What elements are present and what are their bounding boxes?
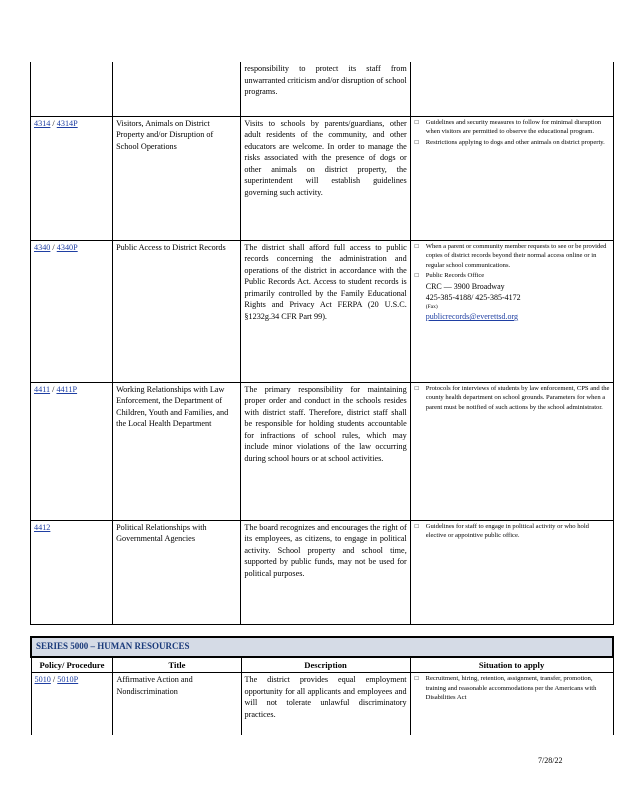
checkbox-bullet-icon: □ xyxy=(414,138,419,146)
situation-cell xyxy=(410,673,613,735)
footer-date: 7/28/22 xyxy=(538,756,563,765)
policy-link[interactable]: 4411 xyxy=(34,384,51,394)
checkbox-bullet-icon: □ xyxy=(414,118,419,126)
procedure-link[interactable]: 4314P xyxy=(56,118,78,128)
procedure-link[interactable]: 4411P xyxy=(56,384,78,394)
title-cell xyxy=(113,62,241,116)
checkbox-bullet-icon: □ xyxy=(414,675,419,683)
policy-cell xyxy=(31,520,113,624)
situation-item: □ Recruitment, hiring, retention, assignment, transfer, promotion, training and reasonable accommodations per the Americans with Disabilities Act xyxy=(414,675,597,702)
table-row xyxy=(31,673,613,735)
table-row xyxy=(31,382,614,520)
checkbox-bullet-icon: □ xyxy=(414,272,419,280)
title-cell: Affirmative Action and Nondiscrimination xyxy=(113,673,241,735)
title-cell: Public Access to District Records xyxy=(113,240,241,382)
policy-link[interactable]: 4412 xyxy=(34,522,51,532)
policy-cell: 4411 / 4411P xyxy=(31,382,113,520)
column-header-policy: Policy/ Procedure xyxy=(31,657,113,673)
series-5000-table xyxy=(30,636,614,735)
situation-item: □ Protocols for interviews of students by law enforcement, CPS and the county health department on school grounds. Parameters for when a parent must be notified of such actions by the school administrator. xyxy=(414,384,610,411)
checkbox-bullet-icon: □ xyxy=(414,242,419,250)
situation-cell xyxy=(410,116,613,240)
title-cell: Political Relationships with Governmental Agencies xyxy=(113,520,241,624)
policy-cell xyxy=(31,62,113,116)
policy-link[interactable]: 4314 xyxy=(34,118,51,128)
series-heading: SERIES 5000 – HUMAN RESOURCES xyxy=(31,637,613,657)
situation-cell xyxy=(410,382,613,520)
description-cell: Visits to schools by parents/guardians, other adult residents of the community, and other educators are welcome. In order to manage the risks associated with the presence of dogs or other animals on district property, the superintendent will establish guidelines governing such activity. xyxy=(241,116,410,240)
description-cell: The board recognizes and encourages the right of its employees, as citizens, to engage in political activity. School property and school time, supported by public funds, may not be used for political purposes. xyxy=(241,520,410,624)
contact-address: CRC — 3900 Broadway xyxy=(425,281,505,291)
policy-cell: 5010 / 5010P xyxy=(31,673,113,735)
situation-item: □ When a parent or community member requests to see or be provided copies of district records beyond their normal access online or in regular school communications. xyxy=(414,242,607,269)
checkbox-bullet-icon: □ xyxy=(414,522,419,530)
column-header-title: Title xyxy=(113,657,241,673)
situation-cell xyxy=(410,240,613,382)
table-row xyxy=(31,116,614,240)
policy-link[interactable]: 4340 xyxy=(34,242,51,252)
procedure-link[interactable]: 5010P xyxy=(57,675,79,685)
policy-table xyxy=(30,62,614,625)
column-header-description: Description xyxy=(241,657,410,673)
title-cell: Visitors, Animals on District Property and/or Disruption of School Operations xyxy=(113,116,241,240)
table-row xyxy=(31,62,614,116)
contact-fax-label: (Fax) xyxy=(425,304,438,311)
procedure-link[interactable]: 4340P xyxy=(56,242,78,252)
situation-item: □ Guidelines and security measures to follow for minimal disruption when visitors are permitted to observe the educational program. xyxy=(414,118,602,136)
table-row xyxy=(31,520,614,624)
situation-item: □ Guidelines for staff to engage in political activity or who hold elective or appointive public office. xyxy=(414,522,589,540)
policy-link[interactable]: 5010 xyxy=(34,675,51,685)
situation-item: □ Public Records Office CRC — 3900 Broadway 425-385-4188/ 425-385-4172 (Fax) publicrecords@everettsd.org xyxy=(414,271,610,322)
situation-cell xyxy=(410,520,613,624)
header-row xyxy=(31,657,613,673)
situation-item: □ Restrictions applying to dogs and other animals on district property. xyxy=(414,138,605,146)
description-cell: The district provides equal employment opportunity for all applicants and employees and will not tolerate unlawful discriminatory practices. xyxy=(241,673,410,735)
description-cell: The district shall afford full access to public records concerning the administration and operations of the district in accordance with the Public Records Act. Access to student records is primarily controlled by the Family Educational Rights and Privacy Act FERPA (20 U.S.C. §1232g.34 CFR Part 99). xyxy=(241,240,410,382)
description-cell: The primary responsibility for maintaining proper order and conduct in the schools resides with district staff. Therefore, district staff shall be responsible for holding students accountable for infractions of school rules, which may include minor violations of the law occurring during school hours or at school activities. xyxy=(241,382,410,520)
policy-cell: 4340 / 4340P xyxy=(31,240,113,382)
column-header-situation: Situation to apply xyxy=(410,657,613,673)
checkbox-bullet-icon: □ xyxy=(414,384,419,392)
table-row xyxy=(31,240,614,382)
contact-phone: 425-385-4188/ 425-385-4172 xyxy=(425,293,521,303)
description-cell: responsibility to protect its staff from unwarranted criticism and/or disruption of school programs. xyxy=(241,62,410,116)
contact-email-link[interactable]: publicrecords@everettsd.org xyxy=(425,312,519,322)
policy-cell: 4314 / 4314P xyxy=(31,116,113,240)
title-cell: Working Relationships with Law Enforcement, the Department of Children, Youth and Families, and the Local Health Department xyxy=(113,382,241,520)
situation-cell xyxy=(410,62,613,116)
